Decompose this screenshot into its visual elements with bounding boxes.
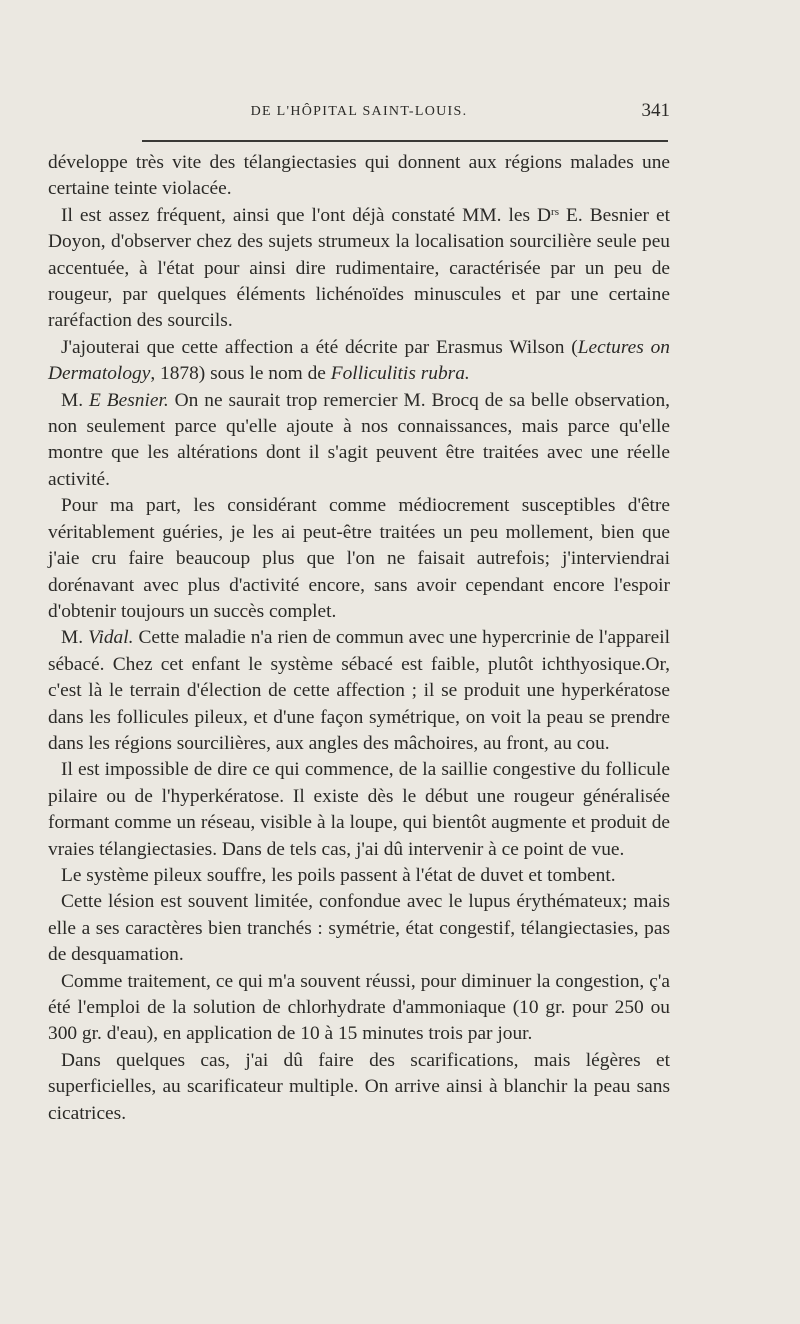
running-title: DE L'HÔPITAL SAINT-LOUIS.	[250, 104, 468, 119]
header-rule	[142, 140, 668, 142]
paragraph-7: Il est impossible de dire ce qui commence, de la saillie congestive du follicule pilaire ou de l'hyperkératose. Il existe dès le début une rougeur généralisée formant comme un réseau, visible à la loupe, qui bientôt augmente et produit de vraies télangiectasies. Dans de tels cas, j'ai dû intervenir à ce point de vue.	[48, 759, 670, 860]
book-title: Lectures on Dermatology	[48, 336, 671, 385]
paragraph-5: Pour ma part, les considérant comme médiocrement susceptibles d'être véritablement guéries, je les ai peut-être traitées un peu mollement, bien que j'aie cru faire beaucoup plus que l'on ne faisait autrefois; j'interviendrai dorénavant avec plus d'activité encore, sans avoir cependant encore l'espoir d'obtenir toujours un succès complet.	[48, 495, 670, 622]
paragraph-4-text-b: On ne saurait trop remercier M. Brocq de sa belle observation, non seulement parce qu'elle ajoute à nos connaissances, mais parce qu'elle montre que les altérations dont il s'agit peuvent être traitées avec une réelle activité.	[48, 389, 670, 490]
paragraph-1: développe très vite des télangiectasies qui donnent aux régions malades une certaine teinte violacée.	[48, 152, 670, 200]
paragraph-2-text-b: E. Besnier et Doyon, d'observer chez des sujets strumeux la localisation sourcilière seule peu accentuée, à l'état pour ainsi dire rudimentaire, caractérisée par un peu de rougeur, par quelques éléments lichénoïdes minuscules et par une certaine raréfaction des sourcils.	[48, 204, 670, 332]
paragraph-4	[48, 388, 670, 494]
paragraph-6-text-b: Cette maladie n'a rien de commun avec une hypercrinie de l'appareil sébacé. Chez cet enfant le système sébacé est faible, plutôt ichthyosique.Or, c'est là le terrain d'élection de cette affection ; il se produit une hyperkératose dans les follicules pileux, et d'une façon symétrique, on voit la peau se prendre dans les régions sourcilières, aux angles des mâchoires, au front, au cou.	[48, 627, 670, 754]
paragraph-4-text-a: M.	[61, 389, 90, 411]
paragraph-2-text-a: Il est assez fréquent, ainsi que l'ont déjà constaté MM. les D	[61, 204, 552, 226]
running-head	[48, 100, 670, 134]
body-text	[48, 150, 670, 1127]
page-number: 341	[641, 100, 670, 121]
paragraph-10: Comme traitement, ce qui m'a souvent réussi, pour diminuer la congestion, ç'a été l'emploi de la solution de chlorhydrate d'ammoniaque (10 gr. pour 250 ou 300 gr. d'eau), en application de 10 à 15 minutes trois par jour.	[48, 970, 670, 1045]
paragraph-6	[48, 625, 670, 757]
paragraph-2	[48, 203, 670, 335]
paragraph-9: Cette lésion est souvent limitée, confondue avec le lupus érythémateux; mais elle a ses caractères bien tranchés : symétrie, état congestif, télangiectasies, pas de desquamation.	[48, 891, 670, 966]
paragraph-3	[48, 335, 670, 388]
paragraph-3-text-a: J'ajouterai que cette affection a été décrite par Erasmus Wilson (	[61, 336, 578, 358]
disease-name: Folliculitis rubra.	[330, 363, 470, 385]
paragraph-11: Dans quelques cas, j'ai dû faire des scarifications, mais légères et superficielles, au scarificateur multiple. On arrive ainsi à blanchir la peau sans cicatrices.	[48, 1049, 670, 1124]
doctor-abbrev-superscript: rs	[551, 205, 559, 218]
speaker-besnier: E Besnier.	[89, 389, 169, 411]
paragraph-6-text-a: M.	[61, 627, 89, 649]
speaker-vidal: Vidal.	[88, 627, 134, 649]
paragraph-3-text-b: , 1878) sous le nom de	[150, 363, 331, 385]
paragraph-8: Le système pileux souffre, les poils passent à l'état de duvet et tombent.	[61, 864, 616, 886]
